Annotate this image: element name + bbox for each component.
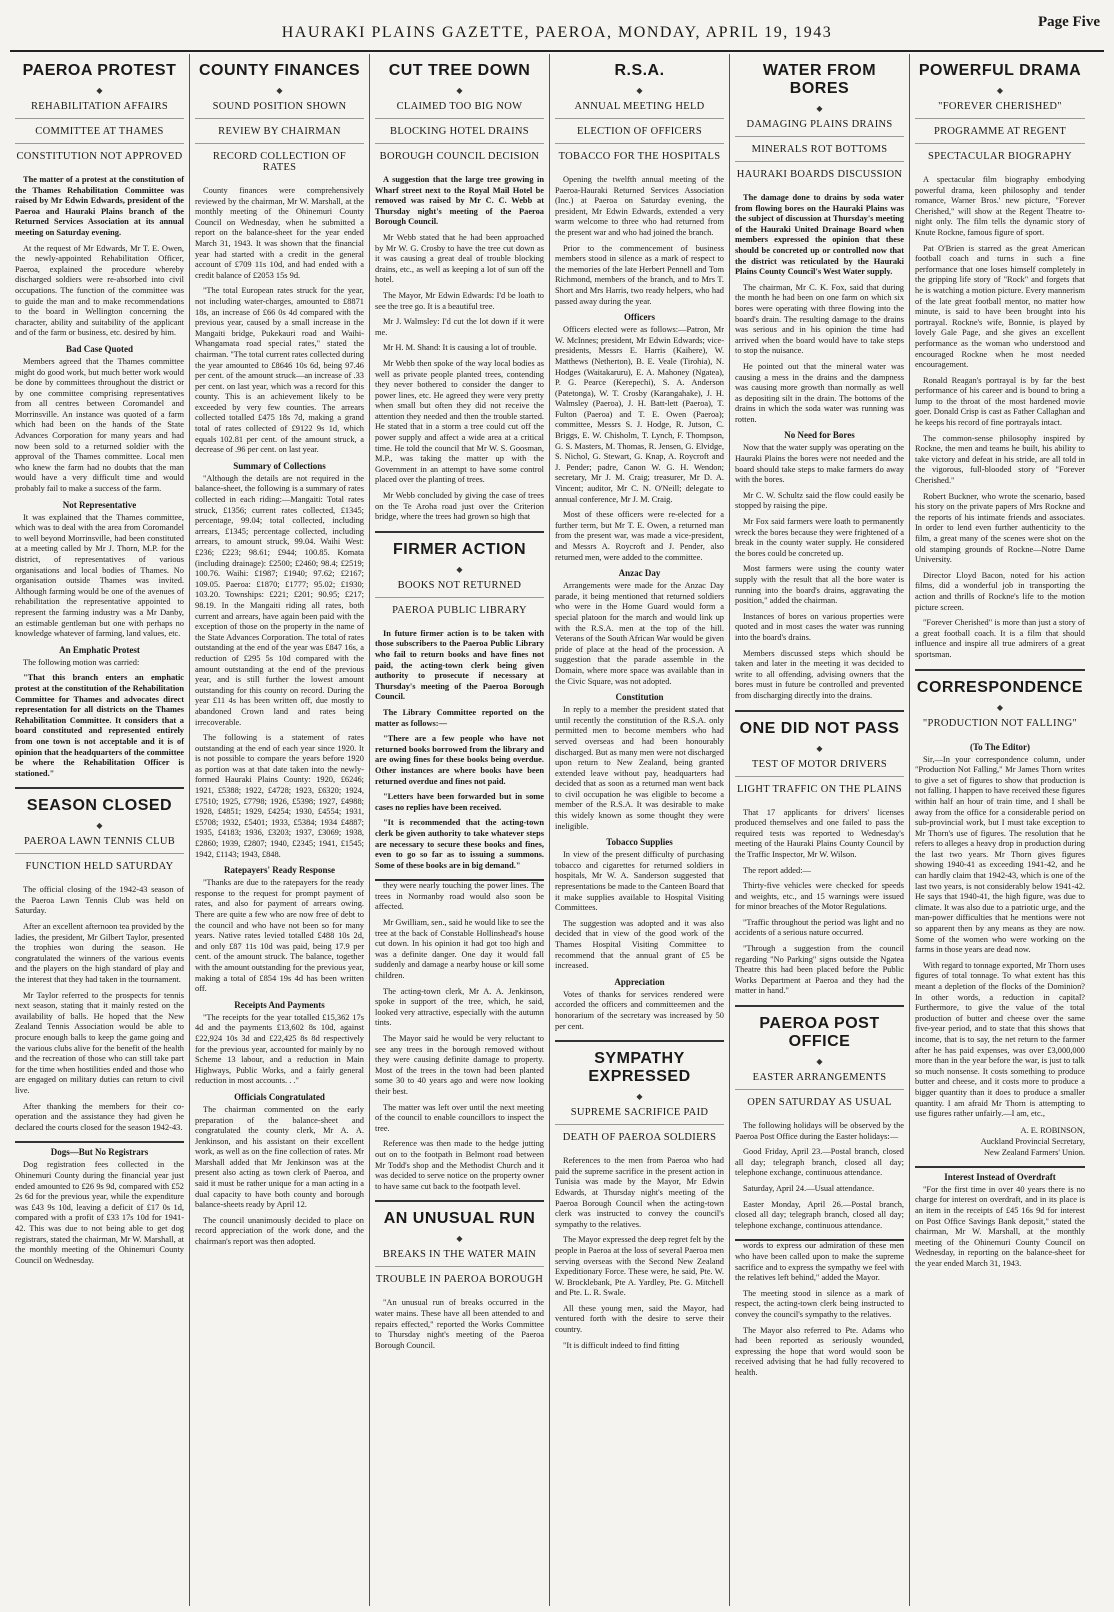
subhead: REVIEW BY CHAIRMAN [195, 126, 364, 144]
section-heading: Ratepayers' Ready Response [224, 865, 335, 876]
subhead: BREAKS IN THE WATER MAIN [375, 1249, 544, 1267]
paragraph: Members agreed that the Thames committee might do good work, but much better work would be done by committees throughout the district or by one committee comprising representatives from all centres between Coromandel and Morrinsville. An instance was quoted of a farm which had been on the hands of the State Advances Corporation for many years and had now been sold to a returned soldier with the approval of the Thames committee. Local men who knew the farm had no doubts that the man would have a very difficult time and would probably fail to make a success of the farm. [15, 356, 184, 494]
divider [375, 1200, 544, 1202]
column-2 [190, 54, 370, 1606]
paragraph: "Thanks are due to the ratepayers for the ready response to the request for prompt payment of rates, and also for payment of arrears owing. There are quite a few who are now free of debt to the council and who have not been so for many years. Native rates levied totalled £488 10s 2d, and only £87 11s 10d was paid, being 17.9 per cent. of the amount struck. The balance, together with the amount outstanding for the previous year, making a total of £854 19s 4d has been written off. [195, 878, 364, 994]
headline: CORRESPONDENCE [916, 678, 1084, 696]
rule-ornament: ◆ [816, 1057, 823, 1067]
paragraph: Easter Monday, April 26.—Postal branch, closed all day; telegraph branch, closed all day; telephone exchange, continuous attendance. [735, 1199, 904, 1230]
paragraph: The Mayor, Mr Edwin Edwards: I'd be loath to see the tree go. It is a beautiful tree. [375, 290, 544, 311]
section-heading: Summary of Collections [233, 460, 326, 471]
paragraph: Pat O'Brien is starred as the great American football coach and turns in such a fine performance that one loses himself completely in the gripping life story of "Rock" and forgets that he is watching a motion picture. Every mannerism of the late great football mentor, no matter how minute, is said to have been brought into his portrayal. Rockne's wife, Bonnie, is played by lovely Gale Page, and she gives an excellent performance as the woman who understood and encouraged Rockne when he most needed encouragement. [915, 243, 1085, 370]
section-heading: Anzac Day [618, 568, 661, 579]
article-powerful-drama [915, 62, 1085, 661]
subhead: ELECTION OF OFFICERS [555, 126, 724, 144]
paragraph: words to express our admiration of these men who have been called upon to make the supreme sacrifice and to express the sympathy we feel with the relatives left behind," added the Mayor. [735, 1241, 904, 1283]
column-5 [730, 54, 910, 1606]
subhead: TEST OF MOTOR DRIVERS [735, 759, 904, 777]
paragraph: The acting-town clerk, Mr A. A. Jenkinson, spoke in support of the tree, which, he said, looked very attractive, especially with the autumn tints. [375, 986, 544, 1028]
subhead: "FOREVER CHERISHED" [915, 101, 1085, 119]
paragraph: The following is a statement of rates outstanding at the end of each year since 1920. It is not possible to compare the years before 1920 as portion was at that date taken into the newly-formed Hauraki Plains County: 1920, £6246; 1921, £5388; 1922, £4728; 1923, £6320; 1924, £7510; 1925, £7798; 1926, £5398; 1927, £4988; 1928, £4851; 1929, £4254; 1930, £4554; 1931, £5708; 1932, £5401; 1933, £5384; 1934 £4887; 1935, £4183; 1936, £3203; 1937, £3069; 1938, £2860; 1939, £2807; 1940, £2345; 1941, £1545; 1942, £1143; 1943, £848. [195, 733, 364, 859]
paragraph: Thirty-five vehicles were checked for speeds and weights, etc., and 15 warnings were issued for minor breaches of the Motor Regulations. [735, 881, 904, 912]
paragraph: A suggestion that the large tree growing in Wharf street next to the Royal Mail Hotel be removed was raised by Mr C. C. Webb at Thursday night's meeting of the Paeroa Borough Council. [375, 175, 544, 227]
paragraph: Mr Fox said farmers were loath to permanently wreck the bores because they were frightened of a break in the county water supply. He considered the bores could be concreted up. [735, 517, 904, 558]
subhead: CONSTITUTION NOT APPROVED [16, 151, 183, 162]
paragraph: The damage done to drains by soda water from flowing bores on the Hauraki Plains was the subject of discussion at Thursday's meeting of the Hauraki United Drainage Board when members expressed the opinion that these should be concreted up or controlled now that the district was reticulated by the Hauraki Plains County Council's West Water supply. [735, 193, 904, 277]
paragraph: they were nearly touching the power lines. The trees in Normanby road would also soon be affected. [375, 881, 544, 912]
paragraph: At the request of Mr Edwards, Mr T. E. Owen, the newly-appointed Rehabilitation Officer, Paeroa, explained the procedure whereby discharged soldiers were re-absorbed into civil occupations. The function of the committee was to guide the man and to make recommendations to the board in Wellington concerning the character, ability and suitability of the applicant and of the farm or business, etc. desired by him. [15, 243, 184, 338]
divider [735, 710, 904, 712]
signature [915, 1125, 1085, 1158]
article-cut-tree-down [375, 62, 544, 523]
paragraph: "Through a suggestion from the council regarding "No Parking" signs outside the Ngatea Theatre this had been placed before the Public Works Department at Paeroa and they had the matter in hand." [735, 944, 904, 996]
paragraph: In future firmer action is to be taken with those subscribers to the Paeroa Public Library who fail to return books and have fines not paid, the acting-town clerk being given authority to prosecute if necessary at Thursday's meeting of the Paeroa Borough Council. [375, 628, 544, 702]
headline: ONE DID NOT PASS [739, 719, 900, 737]
paragraph: County finances were comprehensively reviewed by the chairman, Mr W. Marshall, at the monthly meeting of the Ohinemuri County Council on Wednesday, when he submitted a report on the balance-sheet for the year ended March 31, 1943. It was shown that the financial year had started with a credit in the general account of £709 11s 10d, and had ended with a credit balance of £2053 15s 9d. [195, 186, 364, 280]
paragraph: A spectacular film biography embodying powerful drama, keen philosophy and tender romance, Warner Bros.' new picture, "Forever Cherished," will show at the Regent Theatre to-night only. The film tells the dynamic story of Knute Rockne, famous figure of sport. [915, 175, 1085, 237]
section-heading: Constitution [615, 692, 664, 703]
rule-ornament: ◆ [276, 86, 283, 95]
headline: Interest Instead of Overdraft [944, 1171, 1056, 1182]
signature-line: A. E. ROBINSON, [1020, 1125, 1085, 1135]
subhead: PAEROA LAWN TENNIS CLUB [15, 836, 184, 854]
paragraph: He pointed out that the mineral water was causing a mess in the drains and the dampness was causing more growth than normally as well as depositing silt in the drain. The bottoms of the drains in which the soda water was running was rotten. [735, 361, 904, 424]
paragraph: "For the first time in over 40 years there is no charge for interest on overdraft, and in its place is an item in the receipts of £45 16s 9d for interest on Post Office Savings Bank deposit," stated the chairman, Mr W. Marshall, at the monthly meeting of the Ohinemuri County Council on Wednesday, in reporting on the balance-sheet for the year ended March 31, 1943. [915, 1184, 1085, 1268]
rule-ornament: ◆ [96, 821, 103, 831]
paragraph: After an excellent afternoon tea provided by the ladies, the president, Mr Gilbert Taylor, presented the trophies won during the season. He congratulated the winners of the various events and the players on the high standard of play and the interest that they had taken in the tournament. [15, 922, 184, 985]
subhead: EASTER ARRANGEMENTS [735, 1072, 904, 1090]
paragraph: Mr J. Walmsley: I'd cut the lot down if it were me. [375, 317, 544, 337]
rule-ornament: ◆ [996, 86, 1004, 95]
article-water-bores [735, 62, 904, 702]
paragraph: The common-sense philosophy inspired by Rockne, the men and teams he built, his ability to take victory and defeat in his stride, are all told in the vigorous, full-blooded story of "Forever Cherished." [915, 433, 1085, 486]
subhead: COMMITTEE AT THAMES [15, 126, 184, 144]
paragraph: With regard to tonnage exported, Mr Thorn uses figures of total tonnage. To what extent has this meant a depletion of the flocks of the Dominion? In other words, a reduction in capital? Furthermore, to give the value of the total production of butter and cheese over the same five-year period, and to state that this shows that income, that is to say, the net return to the farmer after he has paid expenses, was over £3,000,000 more than in the year before the war, is just to talk so much nonsense. It costs something to produce butter and cheese, and it costs more to produce a bigger quantity than it does to produce a smaller quantity. I am afraid Mr Thorn is attempting to use figures rather unfairly.—I am, etc., [915, 960, 1085, 1119]
paragraph: Opening the twelfth annual meeting of the Paeroa-Hauraki Returned Services Association (Inc.) at Paeroa on Saturday evening, the president, Mr Edwin Edwards, extended a very warm welcome to three who had returned from the present war and who had joined the branch. [555, 175, 724, 237]
headline: SYMPATHY EXPRESSED [588, 1050, 691, 1086]
article-season-closed [15, 797, 184, 1133]
paragraph: In reply to a member the president stated that until recently the constitution of the R.S.A. only permitted men to become members who had served overseas and had been honourably discharged. But as many men were not discharged upon return to New Zealand, being granted extended leave without pay, headquarters had decided that as soon as a returned man went back to civil occupation he was eligible to become a member of the R.S.A. It was desirable to make this widely known as some thought they were ineligible. [555, 705, 724, 831]
column-3 [370, 54, 550, 1606]
paragraph: Mr Webb concluded by giving the case of trees on the Te Aroha road just over the Criterion bridge, where the trees had grown so high that [375, 491, 544, 522]
subhead: FUNCTION HELD SATURDAY [25, 861, 174, 873]
divider [555, 1040, 724, 1042]
paragraph: "That this branch enters an emphatic protest at the constitution of the Rehabilitation Committee for Thames and advocates direct representation for all districts on the Thames Rehabilitation Committee. It considers that a board constituted and represented entirely from one town is not acceptable and it is of opinion that the headquarters of the committee be where the Rehabilitation Officer is stationed." [15, 673, 184, 778]
paragraph: Director Lloyd Bacon, noted for his action films, did a wonderful job in transporting the action and thrills of Rockne's life to the motion picture screen. [915, 570, 1085, 612]
paragraph: The Mayor expressed the deep regret felt by the people in Paeroa at the loss of several Paeroa men serving overseas with the Second New Zealand Expeditionary Force. These were, he said, Pte. W. W. Brocklebank, Pte A. Yardley, Pte. G. Mitchell and Pte. L. R. Swale. [555, 1235, 724, 1298]
paragraph: Reference was then made to the hedge jutting out on to the footpath in Belmont road between Mr Todd's shop and the Methodist Church and it was decided to serve notice on the property owner to have same cut back to the footpath level. [375, 1139, 544, 1191]
page-number: Page Five [1037, 14, 1100, 30]
paragraph: The Library Committee reported on the matter as follows:— [375, 707, 544, 728]
section-heading: Not Representative [62, 499, 137, 510]
article-interest-overdraft [915, 1172, 1085, 1270]
article-firmer-action [375, 541, 544, 871]
rule-ornament: ◆ [456, 564, 463, 574]
paragraph: "Forever Cherished" is more than just a story of a great football coach. It is a film that should influence and inspire all true admirers of a great sportsman. [915, 618, 1085, 659]
article-sympathy [555, 1050, 724, 1351]
headline: COUNTY FINANCES [199, 62, 360, 79]
subhead: TROUBLE IN PAEROA BOROUGH [375, 1274, 544, 1286]
paragraph: Most of these officers were re-elected for a further term, but Mr T. E. Owen, a returned man from the present war, was made a vice-president, and Messrs A. Roycroft and J. Pender, also returned men, were added to the committee. [555, 510, 724, 562]
paragraph: The council unanimously decided to place on record appreciation of the work done, and the chairman's report was then adopted. [195, 1215, 364, 1247]
paragraph: The meeting stood in silence as a mark of respect, the acting-town clerk being instructed to convey the council's sympathy to the relatives. [735, 1288, 904, 1319]
article-one-did-not-pass [735, 720, 904, 998]
subhead: "PRODUCTION NOT FALLING" [922, 717, 1078, 729]
paragraph: Sir,—In your correspondence column, under "Production Not Falling," Mr James Thorn writes to give a set of figures to show that production is not falling. I happen to have received these figures within half an hour of train time, and I shall be away from the office for a considerable period on sub-provincial work, but I must take exception to Mr Thorn's use of figures. The resolution that he refers to alleges a heavy drop in production during the last two years. Mr Thorn gives figures showing 1940-41 as exceeding 1941-42, and he can hardly claim that 1942-43, which is one of the last two years, is not considerably below 1941-42. He says that 1940-41, the high figure, was due to climate. It was also due to a patriotic urge, and the man-power difficulties that he mentions were not so apparent then by any means as they are now. Some of the women who were working on the farms in those years are dead now. [915, 754, 1085, 955]
paragraph: Mr Webb then spoke of the way local bodies as well as private people planted trees, contending they never bothered to consider the danger to power lines, etc. He agreed they were very pretty when small but often they did not receive the attention they needed and then the trouble started. He stated that in a storm a tree could cut off the power supply and affect a wide area at a critical time. He told the council that Mr W. S. Goosman, M.P., was taking the matter up with the Government in an attempt to have some control placed over the planting of trees. [375, 358, 544, 485]
paragraph: The matter of a protest at the constitution of the Thames Rehabilitation Committee was raised by Mr Edwin Edwards, president of the Paeroa and Hauraki Plains branch of the Returned Services Association at its annual meeting on Saturday evening. [15, 175, 184, 237]
headline: PAEROA POST OFFICE [759, 1015, 880, 1051]
paragraph: The chairman commented on the early preparation of the balance-sheet and congratulated the county clerk, Mr A. A. Jenkinson, and his assistant on their excellent work, as well as on the fine collection of rates. Mr Marshall added that Mr Jenkinson was at the present also acting as town clerk of Paeroa, and said it must be rather unique for a man acting in a dual capacity to have both county and borough balance-sheets ready by April 12. [195, 1104, 364, 1210]
paragraph: The Mayor said he would be very reluctant to see any trees in the borough removed without they were causing definite damage to property. Most of the trees in the town had been planted some 30 to 40 years ago and were now looking their best. [375, 1034, 544, 1096]
paragraph: "There are a few people who have not returned books borrowed from the library and are owing fines for these books being overdue. Other instances are where books have been returned overdue and fines not paid. [375, 734, 544, 786]
subhead: SUPREME SACRIFICE PAID [555, 1107, 724, 1125]
paragraph: Officers elected were as follows:—Patron, Mr W. McInnes; president, Mr Edwin Edwards; vice-presidents, Messrs E. Harris (Kaihere), W. Matthews (Netherton), B. E. Veale (Tirohia), N. Hodges (Waitakaruru), E. A. Mahoney (Ngatea), P. G. Pearce (Kerepechi), S. A. Anderson (Patetonga), W. T. Crosby (Karangahake), J. H. Walmsley (Paeroa), J. H. Batt-lett (Paeroa), T. Fulton (Paeroa) and T. E. Owen (Paeroa); committee, Messrs S. J. Hodge, R. Jutson, C. Briggs, E. W. Chisholm, T. Lynch, F. Thompson, G. S. Masters, M. Thomas, R. Jensen, G. Elvidge, S. Nichol, G. Stewart, G. Knap, A. Roycroft and J. Pender; padre, Canon W. G. H. Wendon; secretary, Mr J. M. Craig; treasurer, Mr D. A. Vincent; auditor, Mr C. N. O'Neill; delegate to annual conference, Mr J. M. Craig. [555, 325, 724, 504]
paragraph: The report added:— [743, 865, 811, 875]
subhead: TOBACCO FOR THE HOSPITALS [558, 151, 721, 162]
paragraph: "The total European rates struck for the year, not including water-charges, amounted to £8871 18s, an increase of £66 0s 4d compared with the previous year, caused by a small increase in the Mangaiti bridge, Pukekauri road and Waihi-Whangamata road special rates," stated the chairman. "The total current rates collected during the year amounted to £8646 10s 6d, being 97.46 per cent. of the amount struck—an increase of .33 per cent. on last year, which was a record for this county. This is an achievement likely to be exceeded by very few counties. The arrears collected totalled £475 18s 7d, making a grand total of rates collected of £9122 9s 1d, which equals 102.81 per cent. of the amount struck, a decrease of .96 per cent. on last year. [195, 286, 364, 455]
subhead: CLAIMED TOO BIG NOW [375, 101, 544, 119]
article-dogs [15, 1147, 184, 1266]
paragraph: The chairman, Mr C. K. Fox, said that during the month he had been on one farm on which six bores were operating with three flowing into the board's drain. The resulting damage to the drains was serious and in his opinion the time had arrived when the board would have to take steps to stop the nuisance. [735, 282, 904, 356]
article-rsa [555, 62, 724, 1032]
paragraph: "It is difficult indeed to find fitting [563, 1340, 680, 1350]
signature-line: New Zealand Farmers' Union. [983, 1147, 1085, 1157]
paragraph: Robert Buckner, who wrote the scenario, based his story on the private papers of Mrs Rockne and the reports of his intimate friends and associates. In order to lend even further authenticity to the film, a great many of the scenes were shot on the old stamping grounds of Rockne—Notre Dame University. [915, 491, 1085, 565]
paragraph: "It is recommended that the acting-town clerk be given authority to take whatever steps are necessary to secure these books and fines, even to go so far as to issuing a summons. Some of these books are in big demand." [375, 818, 544, 870]
subhead: DAMAGING PLAINS DRAINS [735, 119, 904, 137]
signature-line: Auckland Provincial Secretary, [980, 1136, 1085, 1146]
section-heading: Tobacco Supplies [606, 837, 673, 848]
rule-ornament: ◆ [456, 1234, 463, 1244]
article-correspondence [915, 679, 1085, 1158]
paragraph: Ronald Reagan's portrayal is by far the best performance of his career and is bound to bring a lump to the throat of the most hardened movie goer. Donald Crisp is cast as Father Callaghan and he keeps his record of fine portrayals intact. [915, 375, 1085, 428]
masthead [10, 14, 1104, 52]
paragraph: The matter was left over until the next meeting of the council to enable councillors to inspect the tree. [375, 1102, 544, 1133]
paragraph: All these young men, said the Mayor, had ventured forth with the desire to serve their country. [555, 1303, 724, 1335]
paragraph: Most farmers were using the county water supply with the result that all the bore water is running into the board's drains, aggravating the position," added the chairman. [735, 564, 904, 606]
paragraph: Now that the water supply was operating on the Hauraki Plains the bores were not needed and the board should take steps to make farmers do away with the bores. [735, 443, 904, 485]
section-heading: An Emphatic Protest [59, 644, 140, 655]
divider [15, 787, 184, 789]
column-6 [910, 54, 1090, 1606]
paragraph: The following holidays will be observed by the Paeroa Post Office during the Easter holidays:— [735, 1121, 904, 1141]
paragraph: Instances of bores on various properties were quoted and in most cases the water was running into the board's drains. [735, 611, 904, 642]
paragraph: "Although the details are not required in the balance-sheet, the following is a summary of rates collected in each riding:—Mangaiti: Total rates struck, £1356; current rates collected, £1345; percentage, 99.04; total collected, including arrears, £1345; percentage collected, including arrears, to amount struck, 99.04. Waihi West: £236; £223; 98.61; £944; 100.85. Komata (including drainage): £2500; £2460; 98.4; £2519; 100.76. Waihi: £1987; £1940; 97.62; £2167; 109.05. Paeroa: £1870; £1777; 95.02; £1930; 103.20. Townships: £221; £201; 90.95; £217; 98.19. In the Mangaiti riding all rates, both current and arrears, have again been paid with the exception of those on the property in the name of the State Advances Corporation. The total of rates outstanding at the end of the year was £847 16s, a reduction of £295 5s 10d compared with the amount outstanding at the end of the previous year, and is still further the lowest amount outstanding for this county on record. During the year £11 4s has been written off, due mostly to abandoned Crown land and rates being irrecoverable. [195, 473, 364, 727]
paragraph: The following motion was carried: [23, 657, 140, 667]
section-heading: Receipts And Payments [234, 999, 325, 1010]
subhead: REHABILITATION AFFAIRS [15, 101, 184, 119]
article-paeroa-protest [15, 62, 184, 779]
letter-to: (To The Editor) [969, 741, 1030, 752]
paragraph: Mr Taylor referred to the prospects for tennis next season, stating that it mainly rested on the availability of balls. He hoped that the New Zealand Tennis Association would be able to procure enough balls to keep the game going and the various clubs alive for the benefit of the health and the recreation of those who can still take part for the time when hostilities ended and those who are engaged on military duties can return to civil live. [15, 990, 184, 1095]
divider [915, 1166, 1085, 1168]
article-sympathy-continued [735, 1241, 904, 1378]
headline: SEASON CLOSED [26, 797, 173, 815]
section-heading: Appreciation [614, 976, 665, 987]
paragraph: The Mayor also referred to Pte. Adams who had been reported as seriously wounded, expressing the hope that word would soon be received advising that he had fully recovered to health. [735, 1325, 904, 1377]
subhead: ANNUAL MEETING HELD [555, 101, 724, 119]
paragraph: It was explained that the Thames committee, which was to deal with the area from Coromandel to well beyond Morrinsville, had been constituted at a meeting called by Mr J. Thorn, M.P. for the district, of representatives of various organisations and local bodies of Thames. No organisation outside Thames was invited. Although farming would be one of the avenues of rehabilitation the representative appointed to represent the farming industry was a Mr Danby, an estimable gentleman but one with perhaps no knowledge whatever of farming, land values, etc. [15, 512, 184, 639]
paragraph: Mr Webb stated that he had been approached by Mr W. G. Crosby to have the tree cut down as it was causing a great deal of trouble blocking drains, etc., as well as keeping a lot of sun off the hotel. [375, 232, 544, 285]
headline: R.S.A. [614, 62, 665, 79]
subhead: BOROUGH COUNCIL DECISION [379, 151, 540, 162]
subhead: SPECTACULAR BIOGRAPHY [927, 151, 1073, 162]
divider [15, 1141, 184, 1143]
paragraph: "The receipts for the year totalled £15,362 17s 4d and the payments £13,602 8s 10d, against £22,924 10s 3d and £22,425 8s 8d respectively for the previous year, accounted for mainly by no Scheme 13 labour, and a reduction in Main Highways, Public Works, and a fairly general reduction in most accounts. . ." [195, 1012, 364, 1086]
columns [10, 54, 1106, 1606]
paragraph: Members discussed steps which should be taken and later in the meeting it was decided to write to all offending, advising owners that the bores must in future be controlled and prevented from discharging directly into the drains. [735, 648, 904, 700]
subhead: RECORD COLLECTION OF RATES [212, 151, 347, 173]
headline: POWERFUL DRAMA [918, 62, 1082, 79]
paragraph: The official closing of the 1942-43 season of the Paeroa Lawn Tennis Club was held on Saturday. [15, 885, 184, 916]
paragraph: Mr Gwilliam, sen., said he would like to see the tree at the back of Constable Hollinshead's house cut down. In his opinion it had got too high and was a definite danger. One day it would fall suddenly and damage a nearby house or kill some children. [375, 918, 544, 981]
section-heading: Officials Congratulated [234, 1091, 325, 1102]
headline: WATER FROM BORES [762, 62, 877, 97]
paragraph: Mr H. M. Shand: It is causing a lot of trouble. [383, 343, 537, 353]
rule-ornament: ◆ [636, 1092, 643, 1102]
paragraph: "An unusual run of breaks occurred in the water mains. These have all been attended to and repairs effected," reported the Works Committee to Thursday night's meeting of the Paeroa Borough Council. [375, 1298, 544, 1350]
rule-ornament: ◆ [816, 104, 823, 113]
paragraph: "Letters have been forwarded but in some cases no replies have been received. [375, 792, 544, 812]
subhead: SOUND POSITION SHOWN [195, 101, 364, 119]
section-heading: No Need for Bores [784, 430, 855, 441]
divider [915, 669, 1085, 671]
divider [375, 531, 544, 533]
paragraph: Votes of thanks for services rendered were accorded the officers and committeemen and the honorarium of the secretary was increased by 50 per cent. [555, 989, 724, 1031]
article-cut-tree-continued [375, 881, 544, 1192]
paragraph: References to the men from Paeroa who had paid the supreme sacrifice in the present action in Tunisia was made by the Mayor, Mr Edwin Edwards, at Thursday night's meeting of the Paeroa Borough Council when the acting-town clerk was instructed to convey the council's sympathy to the relatives. [555, 1156, 724, 1229]
subhead: BLOCKING HOTEL DRAINS [375, 126, 544, 144]
subhead: HAURAKI BOARDS DISCUSSION [736, 169, 903, 180]
section-heading: Officers [624, 312, 655, 323]
paragraph: Dog registration fees collected in the Ohinemuri County during the financial year just ended amounted to £26 9s 9d, compared with £52 2s 6d for the previous year, while the expenditure was £43 9s 10d, leaving a deficit of £17 0s 1d, compared with a profit of £33 17s 10d for 1941-42. This was due to not being able to get dog registrars, stated the chairman, Mr W. Marshall, at the monthly meeting of the Ohinemuri County Council on Wednesday. [15, 1160, 184, 1265]
paragraph: After thanking the members for their co-operation and the assistance they had given he declared the courts closed for the season 1942-43. [15, 1101, 184, 1132]
article-unusual-run [375, 1210, 544, 1351]
paragraph: Prior to the commencement of business members stood in silence as a mark of respect to the memories of the late Herbert Pennell and Tom Richmond, members of the branch, and to Mrs T. Short and Mrs Harris, two ready helpers, who had passed away during the year. [555, 243, 724, 306]
headline: Dogs—But No Registrars [50, 1147, 149, 1158]
column-4 [550, 54, 730, 1606]
subhead: OPEN SATURDAY AS USUAL [747, 1097, 892, 1109]
paragraph: Good Friday, April 23.—Postal branch, closed all day; telegraph branch, closed all day; telephone exchange, continuous attendance. [735, 1147, 904, 1178]
rule-ornament: ◆ [96, 86, 103, 95]
article-post-office [735, 1015, 904, 1231]
rule-ornament: ◆ [636, 86, 643, 95]
paragraph: Arrangements were made for the Anzac Day parade, it being mentioned that returned soldiers who were in the Home Guard would form a special platoon for the march and would link up with the R.S.A. men at the top of the hill. Veterans of the South African War would be given pride of place at the head of the procession. A suggestion that the parade assemble in the Domain, where more space was available than in the Civic Square, was not adopted. [555, 581, 724, 686]
paragraph: Mr C. W. Schultz said the flow could easily be stopped by raising the pipe. [735, 490, 904, 511]
subhead: PROGRAMME AT REGENT [915, 126, 1085, 144]
paragraph: Saturday, April 24.—Usual attendance. [743, 1184, 875, 1193]
column-1 [10, 54, 190, 1606]
rule-ornament: ◆ [816, 743, 823, 753]
divider [735, 1005, 904, 1007]
subhead: PAEROA PUBLIC LIBRARY [392, 604, 527, 616]
paragraph: In view of the present difficulty of purchasing tobacco and cigarettes for returned soldiers in hospitals, Mr W. A. Sanderson suggested that representations be made to the Canteen Board that it make supplies available to Hospital Visiting Committees. [555, 850, 724, 913]
subhead: LIGHT TRAFFIC ON THE PLAINS [736, 783, 903, 795]
paragraph: The suggestion was adopted and it was also decided that in view of the good work of the Thames Hospital Visiting Committee to recommend that the annual grant of £5 be increased. [555, 918, 724, 971]
subhead: BOOKS NOT RETURNED [375, 580, 544, 598]
headline: AN UNUSUAL RUN [383, 1210, 536, 1228]
headline: FIRMER ACTION [392, 540, 526, 558]
paragraph: That 17 applicants for drivers' licenses produced themselves and one failed to pass the required tests was reported to Wednesday's meeting of the Hauraki Plains County Council by the Traffic Inspector, Mr W. Wilson. [735, 807, 904, 859]
paragraph: "Traffic throughout the period was light and no accidents of a serious nature occurred. [735, 917, 904, 938]
subhead: DEATH OF PAEROA SOLDIERS [562, 1132, 717, 1144]
rule-ornament: ◆ [996, 702, 1004, 712]
headline: PAEROA PROTEST [22, 62, 177, 79]
masthead-title: HAURAKI PLAINS GAZETTE, PAEROA, MONDAY, APRIL 19, 1943 [281, 24, 833, 41]
section-heading: Bad Case Quoted [65, 343, 133, 354]
subhead: MINERALS ROT BOTTOMS [735, 144, 904, 162]
rule-ornament: ◆ [456, 86, 463, 95]
article-county-finances [195, 62, 364, 1248]
headline: CUT TREE DOWN [388, 62, 531, 79]
